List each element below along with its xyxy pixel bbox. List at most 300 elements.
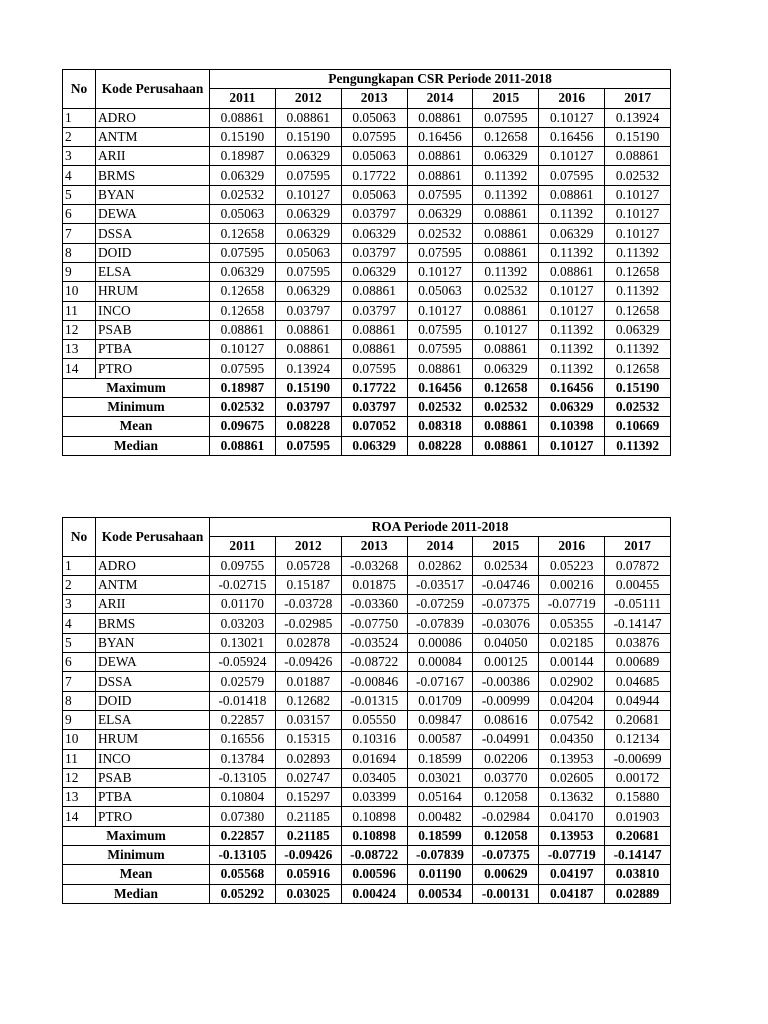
value-cell: 0.08861 bbox=[473, 205, 539, 224]
value-cell: -0.09426 bbox=[275, 653, 341, 672]
value-cell: 0.15315 bbox=[275, 730, 341, 749]
value-cell: 0.15297 bbox=[275, 788, 341, 807]
summary-value-cell: 0.07052 bbox=[341, 417, 407, 436]
company-code: ANTM bbox=[96, 575, 210, 594]
summary-value-cell: 0.10127 bbox=[539, 436, 605, 455]
summary-value-cell: 0.06329 bbox=[539, 398, 605, 417]
summary-value-cell: 0.08861 bbox=[210, 436, 276, 455]
value-cell: 0.05063 bbox=[275, 243, 341, 262]
row-number: 1 bbox=[63, 556, 96, 575]
summary-value-cell: 0.11392 bbox=[605, 436, 671, 455]
value-cell: 0.13784 bbox=[210, 749, 276, 768]
value-cell: 0.09755 bbox=[210, 556, 276, 575]
value-cell: 0.18599 bbox=[407, 749, 473, 768]
value-cell: 0.10127 bbox=[539, 301, 605, 320]
table-row bbox=[63, 807, 671, 826]
table-row bbox=[63, 595, 671, 614]
summary-value-cell: 0.00534 bbox=[407, 884, 473, 903]
summary-value-cell: 0.04187 bbox=[539, 884, 605, 903]
value-cell: 0.00482 bbox=[407, 807, 473, 826]
value-cell: 0.16456 bbox=[407, 127, 473, 146]
year-column-header: 2014 bbox=[407, 89, 473, 108]
value-cell: 0.05063 bbox=[210, 205, 276, 224]
value-cell: -0.13105 bbox=[210, 768, 276, 787]
company-code: PSAB bbox=[96, 768, 210, 787]
value-cell: -0.00386 bbox=[473, 672, 539, 691]
csr-disclosure-table bbox=[62, 69, 671, 456]
value-cell: 0.12682 bbox=[275, 691, 341, 710]
value-cell: 0.02532 bbox=[210, 185, 276, 204]
value-cell: 0.05223 bbox=[539, 556, 605, 575]
summary-value-cell: -0.13105 bbox=[210, 846, 276, 865]
value-cell: 0.03797 bbox=[341, 205, 407, 224]
table-title: ROA Periode 2011-2018 bbox=[210, 518, 671, 537]
summary-value-cell: 0.08228 bbox=[407, 436, 473, 455]
value-cell: 0.08861 bbox=[539, 262, 605, 281]
value-cell: 0.06329 bbox=[275, 147, 341, 166]
value-cell: 0.04944 bbox=[605, 691, 671, 710]
value-cell: 0.10127 bbox=[605, 224, 671, 243]
company-code: PTBA bbox=[96, 788, 210, 807]
company-code: DSSA bbox=[96, 672, 210, 691]
value-cell: 0.17722 bbox=[341, 166, 407, 185]
value-cell: 0.01875 bbox=[341, 575, 407, 594]
summary-value-cell: 0.08318 bbox=[407, 417, 473, 436]
value-cell: 0.00086 bbox=[407, 633, 473, 652]
year-column-header: 2015 bbox=[473, 89, 539, 108]
value-cell: -0.07375 bbox=[473, 595, 539, 614]
summary-row bbox=[63, 846, 671, 865]
value-cell: 0.09847 bbox=[407, 710, 473, 729]
row-number: 2 bbox=[63, 575, 96, 594]
value-cell: 0.10127 bbox=[539, 108, 605, 127]
company-code: INCO bbox=[96, 301, 210, 320]
value-cell: 0.02185 bbox=[539, 633, 605, 652]
table-row bbox=[63, 301, 671, 320]
value-cell: 0.13021 bbox=[210, 633, 276, 652]
summary-value-cell: 0.05568 bbox=[210, 865, 276, 884]
summary-value-cell: 0.02889 bbox=[605, 884, 671, 903]
value-cell: 0.12658 bbox=[210, 282, 276, 301]
header-row bbox=[63, 518, 671, 537]
year-column-header: 2017 bbox=[605, 89, 671, 108]
value-cell: 0.03876 bbox=[605, 633, 671, 652]
value-cell: -0.03076 bbox=[473, 614, 539, 633]
value-cell: 0.00172 bbox=[605, 768, 671, 787]
table-row bbox=[63, 730, 671, 749]
value-cell: 0.08861 bbox=[473, 224, 539, 243]
value-cell: 0.05728 bbox=[275, 556, 341, 575]
value-cell: 0.08861 bbox=[341, 340, 407, 359]
summary-value-cell: 0.13953 bbox=[539, 826, 605, 845]
summary-value-cell: -0.08722 bbox=[341, 846, 407, 865]
value-cell: -0.00846 bbox=[341, 672, 407, 691]
value-cell: -0.03517 bbox=[407, 575, 473, 594]
table-row bbox=[63, 243, 671, 262]
row-number: 4 bbox=[63, 614, 96, 633]
value-cell: -0.02985 bbox=[275, 614, 341, 633]
summary-label: Maximum bbox=[63, 826, 210, 845]
value-cell: 0.16456 bbox=[539, 127, 605, 146]
value-cell: -0.04991 bbox=[473, 730, 539, 749]
value-cell: 0.02534 bbox=[473, 556, 539, 575]
year-column-header: 2012 bbox=[275, 89, 341, 108]
table-row bbox=[63, 575, 671, 594]
value-cell: 0.11392 bbox=[605, 282, 671, 301]
value-cell: 0.18987 bbox=[210, 147, 276, 166]
row-number: 13 bbox=[63, 340, 96, 359]
year-column-header: 2014 bbox=[407, 537, 473, 556]
value-cell: 0.08861 bbox=[407, 359, 473, 378]
value-cell: 0.06329 bbox=[473, 147, 539, 166]
value-cell: 0.07595 bbox=[407, 320, 473, 339]
table-row bbox=[63, 340, 671, 359]
value-cell: 0.13632 bbox=[539, 788, 605, 807]
value-cell: 0.07595 bbox=[473, 108, 539, 127]
value-cell: -0.02984 bbox=[473, 807, 539, 826]
value-cell: 0.03797 bbox=[275, 301, 341, 320]
row-number: 14 bbox=[63, 359, 96, 378]
value-cell: 0.07595 bbox=[275, 262, 341, 281]
summary-value-cell: -0.07375 bbox=[473, 846, 539, 865]
summary-row bbox=[63, 398, 671, 417]
summary-value-cell: 0.15190 bbox=[605, 378, 671, 397]
summary-value-cell: 0.00596 bbox=[341, 865, 407, 884]
value-cell: 0.03797 bbox=[341, 301, 407, 320]
summary-value-cell: 0.01190 bbox=[407, 865, 473, 884]
table-row bbox=[63, 127, 671, 146]
summary-label: Mean bbox=[63, 417, 210, 436]
summary-value-cell: 0.17722 bbox=[341, 378, 407, 397]
row-number: 10 bbox=[63, 730, 96, 749]
summary-value-cell: -0.00131 bbox=[473, 884, 539, 903]
value-cell: 0.04170 bbox=[539, 807, 605, 826]
value-cell: 0.08861 bbox=[275, 320, 341, 339]
summary-row bbox=[63, 378, 671, 397]
value-cell: 0.04350 bbox=[539, 730, 605, 749]
value-cell: 0.08861 bbox=[407, 108, 473, 127]
value-cell: 0.11392 bbox=[539, 243, 605, 262]
row-number: 5 bbox=[63, 185, 96, 204]
value-cell: 0.02605 bbox=[539, 768, 605, 787]
value-cell: 0.10127 bbox=[539, 147, 605, 166]
row-number: 5 bbox=[63, 633, 96, 652]
value-cell: 0.13953 bbox=[539, 749, 605, 768]
value-cell: 0.10127 bbox=[473, 320, 539, 339]
table-row bbox=[63, 691, 671, 710]
row-number: 2 bbox=[63, 127, 96, 146]
table-row bbox=[63, 556, 671, 575]
value-cell: 0.06329 bbox=[341, 224, 407, 243]
value-cell: -0.07719 bbox=[539, 595, 605, 614]
company-code: BRMS bbox=[96, 614, 210, 633]
row-number: 11 bbox=[63, 749, 96, 768]
value-cell: 0.08861 bbox=[341, 320, 407, 339]
value-cell: 0.02532 bbox=[473, 282, 539, 301]
value-cell: 0.01694 bbox=[341, 749, 407, 768]
value-cell: 0.15190 bbox=[605, 127, 671, 146]
company-code: PTRO bbox=[96, 359, 210, 378]
value-cell: 0.00689 bbox=[605, 653, 671, 672]
row-number: 3 bbox=[63, 147, 96, 166]
value-cell: 0.08861 bbox=[407, 166, 473, 185]
table-row bbox=[63, 147, 671, 166]
value-cell: 0.08861 bbox=[407, 147, 473, 166]
summary-value-cell: 0.03810 bbox=[605, 865, 671, 884]
header-row bbox=[63, 70, 671, 89]
company-code: PTBA bbox=[96, 340, 210, 359]
value-cell: 0.10898 bbox=[341, 807, 407, 826]
no-column-header: No bbox=[63, 70, 96, 109]
company-code: BYAN bbox=[96, 185, 210, 204]
value-cell: 0.13924 bbox=[275, 359, 341, 378]
value-cell: 0.22857 bbox=[210, 710, 276, 729]
summary-value-cell: 0.12058 bbox=[473, 826, 539, 845]
value-cell: 0.08861 bbox=[539, 185, 605, 204]
row-number: 13 bbox=[63, 788, 96, 807]
year-column-header: 2011 bbox=[210, 537, 276, 556]
value-cell: 0.02902 bbox=[539, 672, 605, 691]
value-cell: 0.08616 bbox=[473, 710, 539, 729]
company-code: DSSA bbox=[96, 224, 210, 243]
value-cell: 0.03797 bbox=[341, 243, 407, 262]
value-cell: 0.00216 bbox=[539, 575, 605, 594]
value-cell: 0.11392 bbox=[473, 262, 539, 281]
value-cell: 0.05164 bbox=[407, 788, 473, 807]
row-number: 8 bbox=[63, 243, 96, 262]
value-cell: -0.07839 bbox=[407, 614, 473, 633]
value-cell: -0.07167 bbox=[407, 672, 473, 691]
value-cell: 0.07595 bbox=[407, 243, 473, 262]
value-cell: 0.12658 bbox=[605, 262, 671, 281]
value-cell: 0.03203 bbox=[210, 614, 276, 633]
row-number: 3 bbox=[63, 595, 96, 614]
value-cell: 0.07595 bbox=[210, 359, 276, 378]
summary-value-cell: 0.02532 bbox=[605, 398, 671, 417]
value-cell: 0.05355 bbox=[539, 614, 605, 633]
value-cell: -0.02715 bbox=[210, 575, 276, 594]
no-column-header: No bbox=[63, 518, 96, 557]
value-cell: 0.03157 bbox=[275, 710, 341, 729]
value-cell: 0.00587 bbox=[407, 730, 473, 749]
value-cell: 0.03021 bbox=[407, 768, 473, 787]
value-cell: 0.02878 bbox=[275, 633, 341, 652]
company-code: ADRO bbox=[96, 556, 210, 575]
table-row bbox=[63, 108, 671, 127]
value-cell: 0.08861 bbox=[473, 340, 539, 359]
year-column-header: 2016 bbox=[539, 89, 605, 108]
summary-value-cell: 0.02532 bbox=[407, 398, 473, 417]
table-row bbox=[63, 710, 671, 729]
summary-label: Minimum bbox=[63, 846, 210, 865]
value-cell: -0.03728 bbox=[275, 595, 341, 614]
summary-value-cell: 0.04197 bbox=[539, 865, 605, 884]
summary-value-cell: 0.09675 bbox=[210, 417, 276, 436]
value-cell: 0.01709 bbox=[407, 691, 473, 710]
value-cell: 0.15187 bbox=[275, 575, 341, 594]
value-cell: 0.11392 bbox=[473, 166, 539, 185]
value-cell: 0.07595 bbox=[275, 166, 341, 185]
value-cell: 0.07872 bbox=[605, 556, 671, 575]
summary-value-cell: 0.21185 bbox=[275, 826, 341, 845]
company-code: BYAN bbox=[96, 633, 210, 652]
table-row bbox=[63, 282, 671, 301]
value-cell: 0.10127 bbox=[539, 282, 605, 301]
table-row bbox=[63, 205, 671, 224]
value-cell: -0.01418 bbox=[210, 691, 276, 710]
summary-value-cell: -0.09426 bbox=[275, 846, 341, 865]
summary-label: Maximum bbox=[63, 378, 210, 397]
value-cell: 0.05063 bbox=[341, 147, 407, 166]
value-cell: 0.11392 bbox=[605, 243, 671, 262]
value-cell: 0.05063 bbox=[341, 185, 407, 204]
table-row bbox=[63, 224, 671, 243]
value-cell: 0.08861 bbox=[473, 243, 539, 262]
value-cell: 0.10127 bbox=[605, 205, 671, 224]
value-cell: 0.08861 bbox=[341, 282, 407, 301]
table-row bbox=[63, 672, 671, 691]
value-cell: 0.11392 bbox=[539, 340, 605, 359]
value-cell: 0.08861 bbox=[275, 340, 341, 359]
roa-table bbox=[62, 517, 671, 904]
value-cell: 0.13924 bbox=[605, 108, 671, 127]
value-cell: 0.07595 bbox=[539, 166, 605, 185]
value-cell: -0.03268 bbox=[341, 556, 407, 575]
company-code: PSAB bbox=[96, 320, 210, 339]
summary-row bbox=[63, 436, 671, 455]
value-cell: 0.21185 bbox=[275, 807, 341, 826]
table-row bbox=[63, 320, 671, 339]
value-cell: -0.03360 bbox=[341, 595, 407, 614]
company-code: DEWA bbox=[96, 653, 210, 672]
value-cell: 0.12658 bbox=[210, 224, 276, 243]
value-cell: 0.07595 bbox=[407, 185, 473, 204]
value-cell: 0.02893 bbox=[275, 749, 341, 768]
summary-label: Median bbox=[63, 436, 210, 455]
year-column-header: 2012 bbox=[275, 537, 341, 556]
value-cell: 0.03770 bbox=[473, 768, 539, 787]
company-code: ARII bbox=[96, 147, 210, 166]
summary-value-cell: 0.15190 bbox=[275, 378, 341, 397]
value-cell: -0.04746 bbox=[473, 575, 539, 594]
company-code: DOID bbox=[96, 691, 210, 710]
table-row bbox=[63, 166, 671, 185]
row-number: 7 bbox=[63, 224, 96, 243]
summary-label: Minimum bbox=[63, 398, 210, 417]
table-row bbox=[63, 614, 671, 633]
summary-value-cell: -0.07839 bbox=[407, 846, 473, 865]
summary-value-cell: 0.10898 bbox=[341, 826, 407, 845]
value-cell: 0.04050 bbox=[473, 633, 539, 652]
summary-value-cell: 0.05916 bbox=[275, 865, 341, 884]
row-number: 1 bbox=[63, 108, 96, 127]
value-cell: 0.08861 bbox=[275, 108, 341, 127]
year-column-header: 2015 bbox=[473, 537, 539, 556]
row-number: 4 bbox=[63, 166, 96, 185]
summary-value-cell: 0.22857 bbox=[210, 826, 276, 845]
value-cell: 0.12658 bbox=[605, 301, 671, 320]
table-row bbox=[63, 262, 671, 281]
value-cell: 0.15190 bbox=[210, 127, 276, 146]
value-cell: 0.06329 bbox=[275, 205, 341, 224]
table-row bbox=[63, 653, 671, 672]
summary-value-cell: 0.10669 bbox=[605, 417, 671, 436]
value-cell: 0.11392 bbox=[539, 320, 605, 339]
row-number: 9 bbox=[63, 710, 96, 729]
value-cell: 0.11392 bbox=[539, 359, 605, 378]
value-cell: 0.02747 bbox=[275, 768, 341, 787]
value-cell: 0.10127 bbox=[407, 262, 473, 281]
value-cell: 0.07542 bbox=[539, 710, 605, 729]
value-cell: 0.04204 bbox=[539, 691, 605, 710]
value-cell: 0.06329 bbox=[539, 224, 605, 243]
company-code: BRMS bbox=[96, 166, 210, 185]
company-code: ANTM bbox=[96, 127, 210, 146]
company-code: ELSA bbox=[96, 262, 210, 281]
table-title: Pengungkapan CSR Periode 2011-2018 bbox=[210, 70, 671, 89]
value-cell: 0.00125 bbox=[473, 653, 539, 672]
summary-value-cell: 0.08861 bbox=[473, 417, 539, 436]
value-cell: -0.07259 bbox=[407, 595, 473, 614]
row-number: 14 bbox=[63, 807, 96, 826]
summary-label: Mean bbox=[63, 865, 210, 884]
value-cell: 0.00455 bbox=[605, 575, 671, 594]
value-cell: 0.08861 bbox=[605, 147, 671, 166]
company-code: PTRO bbox=[96, 807, 210, 826]
value-cell: 0.20681 bbox=[605, 710, 671, 729]
table-row bbox=[63, 633, 671, 652]
value-cell: 0.06329 bbox=[210, 166, 276, 185]
value-cell: -0.14147 bbox=[605, 614, 671, 633]
row-number: 12 bbox=[63, 320, 96, 339]
value-cell: 0.02532 bbox=[605, 166, 671, 185]
value-cell: 0.15190 bbox=[275, 127, 341, 146]
summary-row bbox=[63, 865, 671, 884]
summary-value-cell: 0.08861 bbox=[473, 436, 539, 455]
summary-value-cell: 0.05292 bbox=[210, 884, 276, 903]
summary-value-cell: 0.00629 bbox=[473, 865, 539, 884]
value-cell: 0.08861 bbox=[473, 301, 539, 320]
value-cell: 0.05063 bbox=[341, 108, 407, 127]
table-row bbox=[63, 359, 671, 378]
table-row bbox=[63, 788, 671, 807]
value-cell: 0.08861 bbox=[210, 108, 276, 127]
summary-value-cell: 0.20681 bbox=[605, 826, 671, 845]
value-cell: 0.10316 bbox=[341, 730, 407, 749]
value-cell: 0.00144 bbox=[539, 653, 605, 672]
value-cell: -0.00699 bbox=[605, 749, 671, 768]
value-cell: 0.07595 bbox=[341, 127, 407, 146]
year-column-header: 2017 bbox=[605, 537, 671, 556]
value-cell: 0.01887 bbox=[275, 672, 341, 691]
value-cell: 0.12658 bbox=[210, 301, 276, 320]
kode-perusahaan-column-header: Kode Perusahaan bbox=[96, 518, 210, 557]
value-cell: 0.11392 bbox=[605, 340, 671, 359]
value-cell: 0.06329 bbox=[473, 359, 539, 378]
value-cell: 0.07595 bbox=[407, 340, 473, 359]
table-row bbox=[63, 749, 671, 768]
value-cell: 0.06329 bbox=[275, 282, 341, 301]
value-cell: 0.04685 bbox=[605, 672, 671, 691]
row-number: 7 bbox=[63, 672, 96, 691]
value-cell: 0.12658 bbox=[605, 359, 671, 378]
summary-value-cell: 0.16456 bbox=[407, 378, 473, 397]
summary-row bbox=[63, 417, 671, 436]
value-cell: 0.08861 bbox=[210, 320, 276, 339]
value-cell: 0.00084 bbox=[407, 653, 473, 672]
company-code: INCO bbox=[96, 749, 210, 768]
value-cell: 0.10127 bbox=[275, 185, 341, 204]
